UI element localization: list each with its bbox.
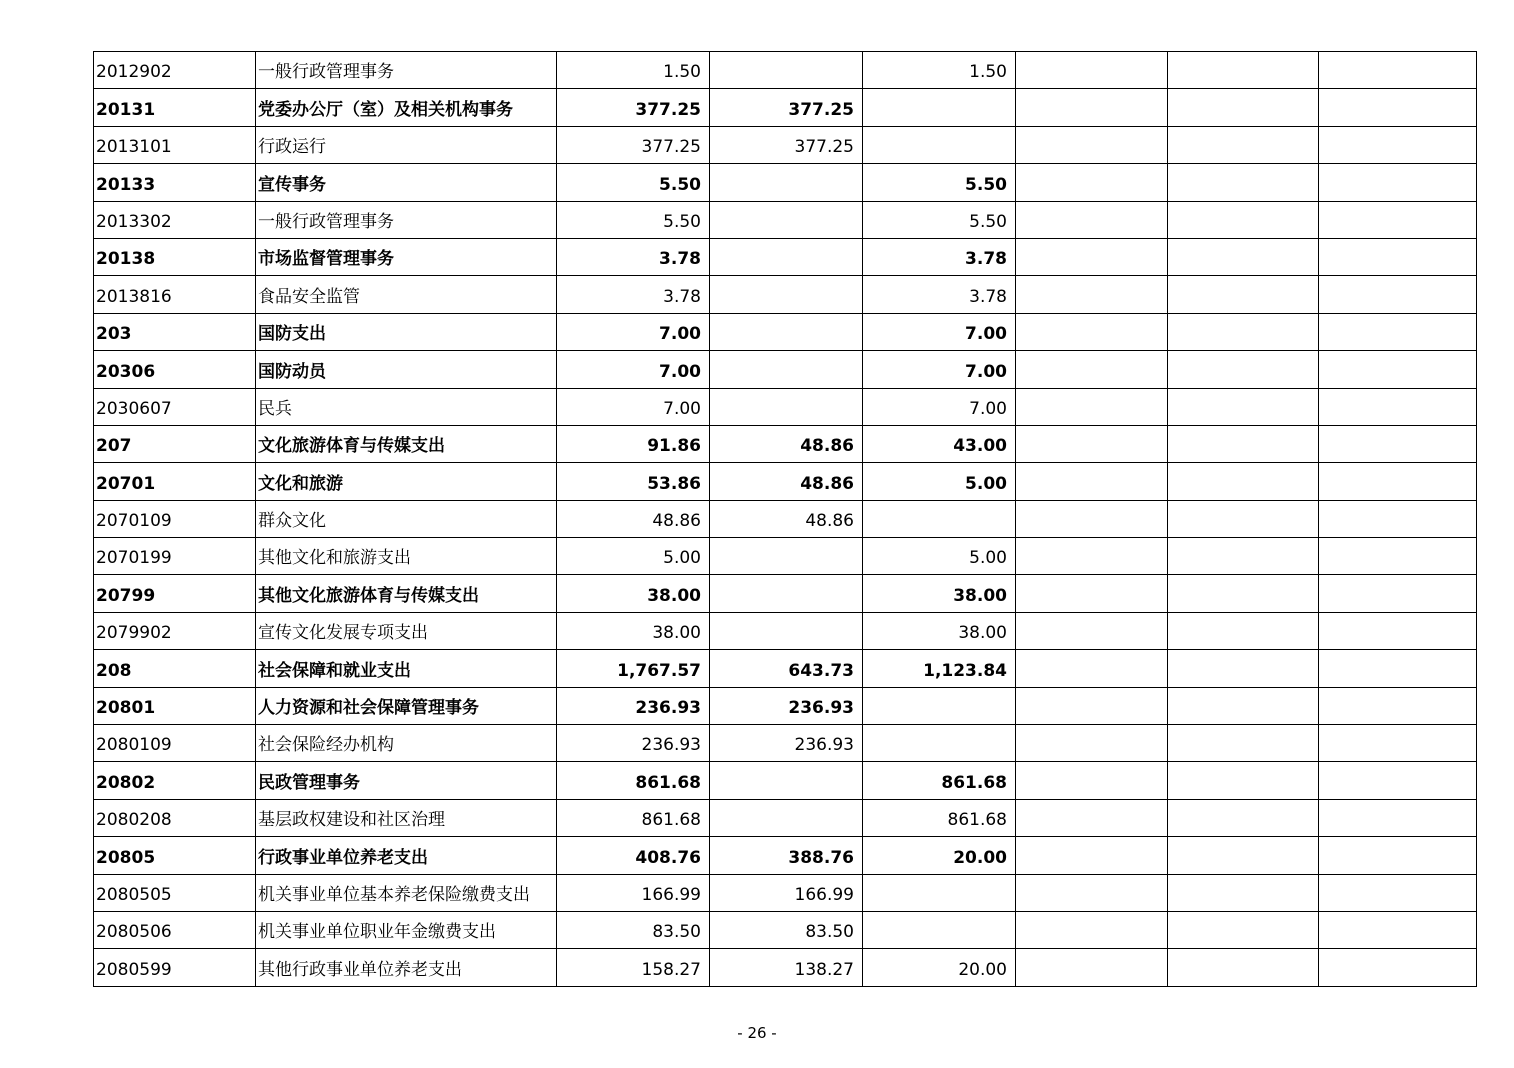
cell-total: 91.86 bbox=[557, 425, 710, 462]
cell-empty bbox=[1319, 575, 1477, 612]
cell-name: 党委办公厅（室）及相关机构事务 bbox=[256, 89, 557, 126]
cell-code: 203 bbox=[94, 313, 256, 350]
cell-name: 社会保险经办机构 bbox=[256, 725, 557, 762]
cell-basic: 166.99 bbox=[710, 874, 863, 911]
cell-empty bbox=[1168, 837, 1319, 874]
table-row bbox=[94, 126, 1477, 163]
cell-name: 机关事业单位基本养老保险缴费支出 bbox=[256, 874, 557, 911]
cell-basic bbox=[710, 762, 863, 799]
cell-project: 7.00 bbox=[863, 313, 1016, 350]
cell-empty bbox=[1319, 650, 1477, 687]
cell-empty bbox=[1016, 874, 1168, 911]
cell-basic: 643.73 bbox=[710, 650, 863, 687]
cell-basic bbox=[710, 351, 863, 388]
cell-code: 2012902 bbox=[94, 52, 256, 89]
cell-empty bbox=[1319, 89, 1477, 126]
table-row bbox=[94, 538, 1477, 575]
cell-basic: 48.86 bbox=[710, 425, 863, 462]
cell-basic: 48.86 bbox=[710, 500, 863, 537]
cell-empty bbox=[1016, 612, 1168, 649]
cell-total: 377.25 bbox=[557, 126, 710, 163]
cell-empty bbox=[1319, 725, 1477, 762]
cell-name: 行政事业单位养老支出 bbox=[256, 837, 557, 874]
cell-basic: 48.86 bbox=[710, 463, 863, 500]
cell-empty bbox=[1319, 500, 1477, 537]
cell-code: 20133 bbox=[94, 164, 256, 201]
cell-project: 7.00 bbox=[863, 351, 1016, 388]
table-row bbox=[94, 276, 1477, 313]
cell-empty bbox=[1016, 575, 1168, 612]
cell-total: 236.93 bbox=[557, 687, 710, 724]
cell-project: 38.00 bbox=[863, 612, 1016, 649]
cell-empty bbox=[1016, 425, 1168, 462]
cell-total: 38.00 bbox=[557, 575, 710, 612]
cell-name: 基层政权建设和社区治理 bbox=[256, 799, 557, 836]
cell-empty bbox=[1168, 911, 1319, 948]
cell-code: 2013101 bbox=[94, 126, 256, 163]
cell-empty bbox=[1168, 650, 1319, 687]
cell-name: 其他行政事业单位养老支出 bbox=[256, 949, 557, 986]
cell-code: 2080109 bbox=[94, 725, 256, 762]
cell-total: 166.99 bbox=[557, 874, 710, 911]
cell-name: 文化和旅游 bbox=[256, 463, 557, 500]
cell-empty bbox=[1016, 313, 1168, 350]
cell-empty bbox=[1168, 313, 1319, 350]
cell-empty bbox=[1016, 164, 1168, 201]
cell-empty bbox=[1016, 238, 1168, 275]
cell-code: 20701 bbox=[94, 463, 256, 500]
cell-basic: 83.50 bbox=[710, 911, 863, 948]
cell-empty bbox=[1168, 463, 1319, 500]
cell-total: 83.50 bbox=[557, 911, 710, 948]
cell-name: 行政运行 bbox=[256, 126, 557, 163]
cell-empty bbox=[1016, 949, 1168, 986]
cell-empty bbox=[1016, 837, 1168, 874]
cell-name: 民政管理事务 bbox=[256, 762, 557, 799]
cell-project: 38.00 bbox=[863, 575, 1016, 612]
cell-project bbox=[863, 725, 1016, 762]
budget-table bbox=[93, 51, 1477, 987]
cell-basic bbox=[710, 238, 863, 275]
cell-basic: 377.25 bbox=[710, 126, 863, 163]
table-row bbox=[94, 89, 1477, 126]
cell-empty bbox=[1016, 89, 1168, 126]
table-row bbox=[94, 164, 1477, 201]
cell-project: 7.00 bbox=[863, 388, 1016, 425]
cell-empty bbox=[1168, 238, 1319, 275]
cell-code: 207 bbox=[94, 425, 256, 462]
cell-name: 国防支出 bbox=[256, 313, 557, 350]
cell-project: 5.50 bbox=[863, 164, 1016, 201]
cell-empty bbox=[1168, 126, 1319, 163]
cell-code: 2080506 bbox=[94, 911, 256, 948]
cell-basic bbox=[710, 388, 863, 425]
cell-empty bbox=[1168, 762, 1319, 799]
cell-empty bbox=[1168, 201, 1319, 238]
cell-total: 7.00 bbox=[557, 351, 710, 388]
cell-total: 3.78 bbox=[557, 276, 710, 313]
cell-code: 2030607 bbox=[94, 388, 256, 425]
cell-empty bbox=[1319, 874, 1477, 911]
cell-name: 文化旅游体育与传媒支出 bbox=[256, 425, 557, 462]
cell-total: 3.78 bbox=[557, 238, 710, 275]
cell-empty bbox=[1016, 911, 1168, 948]
cell-basic bbox=[710, 575, 863, 612]
cell-empty bbox=[1168, 276, 1319, 313]
cell-empty bbox=[1168, 388, 1319, 425]
cell-empty bbox=[1168, 612, 1319, 649]
cell-empty bbox=[1319, 164, 1477, 201]
cell-basic bbox=[710, 52, 863, 89]
cell-name: 社会保障和就业支出 bbox=[256, 650, 557, 687]
cell-empty bbox=[1319, 799, 1477, 836]
cell-total: 158.27 bbox=[557, 949, 710, 986]
table-row bbox=[94, 388, 1477, 425]
table-row bbox=[94, 911, 1477, 948]
cell-total: 38.00 bbox=[557, 612, 710, 649]
table-row bbox=[94, 874, 1477, 911]
cell-code: 20138 bbox=[94, 238, 256, 275]
cell-empty bbox=[1319, 911, 1477, 948]
cell-empty bbox=[1319, 238, 1477, 275]
cell-empty bbox=[1319, 762, 1477, 799]
cell-empty bbox=[1016, 126, 1168, 163]
cell-empty bbox=[1168, 687, 1319, 724]
cell-basic: 377.25 bbox=[710, 89, 863, 126]
cell-empty bbox=[1168, 351, 1319, 388]
cell-code: 20801 bbox=[94, 687, 256, 724]
cell-code: 2013816 bbox=[94, 276, 256, 313]
table-row bbox=[94, 799, 1477, 836]
cell-empty bbox=[1319, 201, 1477, 238]
cell-total: 5.00 bbox=[557, 538, 710, 575]
cell-empty bbox=[1168, 799, 1319, 836]
cell-empty bbox=[1016, 650, 1168, 687]
cell-empty bbox=[1168, 164, 1319, 201]
cell-basic bbox=[710, 612, 863, 649]
cell-empty bbox=[1319, 351, 1477, 388]
cell-basic bbox=[710, 538, 863, 575]
cell-basic: 236.93 bbox=[710, 725, 863, 762]
cell-empty bbox=[1319, 126, 1477, 163]
cell-empty bbox=[1319, 612, 1477, 649]
cell-project: 1.50 bbox=[863, 52, 1016, 89]
table-row bbox=[94, 313, 1477, 350]
table-row bbox=[94, 351, 1477, 388]
cell-empty bbox=[1319, 949, 1477, 986]
cell-empty bbox=[1016, 500, 1168, 537]
cell-code: 2079902 bbox=[94, 612, 256, 649]
cell-project: 5.50 bbox=[863, 201, 1016, 238]
cell-code: 20131 bbox=[94, 89, 256, 126]
cell-name: 一般行政管理事务 bbox=[256, 201, 557, 238]
cell-basic bbox=[710, 313, 863, 350]
cell-name: 机关事业单位职业年金缴费支出 bbox=[256, 911, 557, 948]
cell-total: 7.00 bbox=[557, 388, 710, 425]
table-body bbox=[94, 52, 1477, 987]
cell-code: 20306 bbox=[94, 351, 256, 388]
cell-empty bbox=[1319, 538, 1477, 575]
table-row bbox=[94, 949, 1477, 986]
cell-code: 2080505 bbox=[94, 874, 256, 911]
cell-empty bbox=[1016, 276, 1168, 313]
cell-empty bbox=[1319, 687, 1477, 724]
table-row bbox=[94, 52, 1477, 89]
cell-name: 国防动员 bbox=[256, 351, 557, 388]
cell-total: 861.68 bbox=[557, 799, 710, 836]
cell-empty bbox=[1016, 463, 1168, 500]
cell-name: 宣传文化发展专项支出 bbox=[256, 612, 557, 649]
cell-code: 2070199 bbox=[94, 538, 256, 575]
cell-project: 43.00 bbox=[863, 425, 1016, 462]
cell-code: 208 bbox=[94, 650, 256, 687]
cell-total: 236.93 bbox=[557, 725, 710, 762]
cell-project: 20.00 bbox=[863, 949, 1016, 986]
cell-empty bbox=[1016, 725, 1168, 762]
cell-project bbox=[863, 911, 1016, 948]
cell-basic: 138.27 bbox=[710, 949, 863, 986]
cell-name: 市场监督管理事务 bbox=[256, 238, 557, 275]
cell-total: 53.86 bbox=[557, 463, 710, 500]
cell-project bbox=[863, 89, 1016, 126]
cell-empty bbox=[1168, 89, 1319, 126]
cell-basic bbox=[710, 799, 863, 836]
table-row bbox=[94, 837, 1477, 874]
table-row bbox=[94, 463, 1477, 500]
cell-basic bbox=[710, 164, 863, 201]
cell-project: 1,123.84 bbox=[863, 650, 1016, 687]
cell-total: 5.50 bbox=[557, 164, 710, 201]
table-row bbox=[94, 650, 1477, 687]
cell-empty bbox=[1016, 52, 1168, 89]
cell-total: 1,767.57 bbox=[557, 650, 710, 687]
cell-project bbox=[863, 500, 1016, 537]
cell-code: 2013302 bbox=[94, 201, 256, 238]
table-row bbox=[94, 201, 1477, 238]
cell-code: 20805 bbox=[94, 837, 256, 874]
cell-empty bbox=[1168, 52, 1319, 89]
cell-project: 5.00 bbox=[863, 463, 1016, 500]
cell-project: 861.68 bbox=[863, 762, 1016, 799]
cell-empty bbox=[1319, 425, 1477, 462]
cell-basic bbox=[710, 276, 863, 313]
cell-name: 群众文化 bbox=[256, 500, 557, 537]
cell-basic: 388.76 bbox=[710, 837, 863, 874]
cell-name: 一般行政管理事务 bbox=[256, 52, 557, 89]
cell-code: 20802 bbox=[94, 762, 256, 799]
cell-total: 861.68 bbox=[557, 762, 710, 799]
cell-empty bbox=[1319, 276, 1477, 313]
cell-empty bbox=[1319, 52, 1477, 89]
cell-total: 1.50 bbox=[557, 52, 710, 89]
cell-basic bbox=[710, 201, 863, 238]
cell-total: 377.25 bbox=[557, 89, 710, 126]
table-row bbox=[94, 725, 1477, 762]
page-number: - 26 - bbox=[737, 1024, 777, 1042]
cell-code: 2080599 bbox=[94, 949, 256, 986]
cell-project bbox=[863, 126, 1016, 163]
cell-code: 2070109 bbox=[94, 500, 256, 537]
cell-basic: 236.93 bbox=[710, 687, 863, 724]
cell-project: 3.78 bbox=[863, 276, 1016, 313]
cell-project: 5.00 bbox=[863, 538, 1016, 575]
cell-total: 408.76 bbox=[557, 837, 710, 874]
cell-empty bbox=[1016, 201, 1168, 238]
table-row bbox=[94, 612, 1477, 649]
cell-total: 5.50 bbox=[557, 201, 710, 238]
cell-empty bbox=[1168, 538, 1319, 575]
cell-empty bbox=[1168, 425, 1319, 462]
cell-empty bbox=[1016, 351, 1168, 388]
cell-empty bbox=[1168, 725, 1319, 762]
cell-project: 861.68 bbox=[863, 799, 1016, 836]
table-row bbox=[94, 238, 1477, 275]
cell-empty bbox=[1168, 949, 1319, 986]
cell-name: 食品安全监管 bbox=[256, 276, 557, 313]
cell-total: 7.00 bbox=[557, 313, 710, 350]
cell-project bbox=[863, 874, 1016, 911]
cell-name: 宣传事务 bbox=[256, 164, 557, 201]
cell-project: 3.78 bbox=[863, 238, 1016, 275]
table-row bbox=[94, 575, 1477, 612]
cell-name: 民兵 bbox=[256, 388, 557, 425]
cell-empty bbox=[1319, 463, 1477, 500]
cell-code: 20799 bbox=[94, 575, 256, 612]
cell-empty bbox=[1016, 687, 1168, 724]
cell-empty bbox=[1168, 874, 1319, 911]
cell-empty bbox=[1168, 500, 1319, 537]
cell-empty bbox=[1016, 762, 1168, 799]
cell-name: 其他文化和旅游支出 bbox=[256, 538, 557, 575]
table-row bbox=[94, 500, 1477, 537]
cell-project: 20.00 bbox=[863, 837, 1016, 874]
cell-empty bbox=[1016, 799, 1168, 836]
cell-project bbox=[863, 687, 1016, 724]
cell-empty bbox=[1319, 388, 1477, 425]
cell-empty bbox=[1016, 538, 1168, 575]
table-row bbox=[94, 425, 1477, 462]
cell-total: 48.86 bbox=[557, 500, 710, 537]
cell-empty bbox=[1016, 388, 1168, 425]
cell-empty bbox=[1168, 575, 1319, 612]
table-row bbox=[94, 687, 1477, 724]
cell-code: 2080208 bbox=[94, 799, 256, 836]
cell-name: 人力资源和社会保障管理事务 bbox=[256, 687, 557, 724]
cell-empty bbox=[1319, 837, 1477, 874]
cell-empty bbox=[1319, 313, 1477, 350]
cell-name: 其他文化旅游体育与传媒支出 bbox=[256, 575, 557, 612]
table-row bbox=[94, 762, 1477, 799]
